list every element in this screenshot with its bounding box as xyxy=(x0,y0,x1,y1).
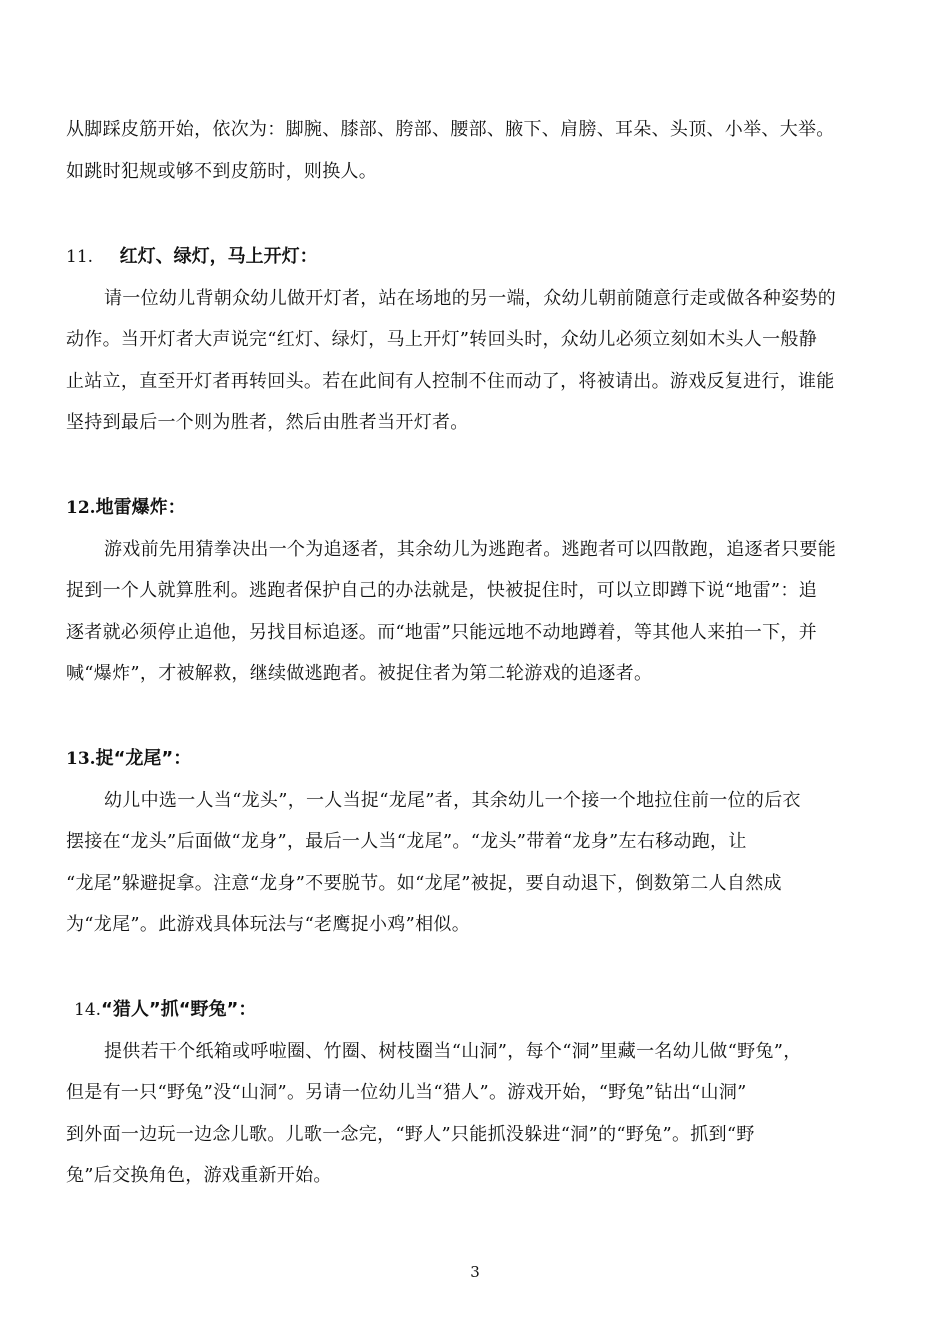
section-number: 14. xyxy=(74,1000,102,1020)
section-heading-12 xyxy=(66,495,186,521)
paragraph-line: 幼儿中选一人当“龙头”，一人当捉“龙尾”者，其余幼儿一个接一个地拉住前一位的后衣 xyxy=(104,790,801,811)
section-title: 捉“龙尾”： xyxy=(95,748,192,769)
page-number: 3 xyxy=(470,1263,480,1281)
paragraph-line: 摆接在“龙头”后面做“龙身”，最后一人当“龙尾”。“龙头”带着“龙身”左右移动跑，让 xyxy=(66,831,747,852)
paragraph-line: 喊“爆炸”，才被解救，继续做逃跑者。被捉住者为第二轮游戏的追逐者。 xyxy=(66,663,653,684)
paragraph-line: 动作。当开灯者大声说完“红灯、绿灯，马上开灯”转回头时，众幼儿必须立刻如木头人一般静 xyxy=(66,329,817,350)
section-number: 12. xyxy=(66,498,96,518)
paragraph-line: 为“龙尾”。此游戏具体玩法与“老鹰捉小鸡”相似。 xyxy=(66,914,471,935)
paragraph-line: 从脚踩皮筋开始，依次为：脚腕、膝部、胯部、腰部、腋下、肩膀、耳朵、头顶、小举、大举。 xyxy=(66,119,835,140)
section-title: 红灯、绿灯，马上开灯： xyxy=(119,246,318,267)
paragraph-line: 请一位幼儿背朝众幼儿做开灯者，站在场地的另一端，众幼儿朝前随意行走或做各种姿势的 xyxy=(104,288,836,309)
paragraph-line: 如跳时犯规或够不到皮筋时，则换人。 xyxy=(66,161,378,182)
section-number: 11. xyxy=(66,247,94,267)
paragraph-line: 游戏前先用猜拳决出一个为追逐者，其余幼儿为逃跑者。逃跑者可以四散跑，追逐者只要能 xyxy=(104,539,836,560)
section-heading-11 xyxy=(66,244,318,270)
paragraph-line: 提供若干个纸箱或呼啦圈、竹圈、树枝圈当“山洞”，每个“洞”里藏一名幼儿做“野兔”， xyxy=(104,1041,802,1062)
paragraph-line: 坚持到最后一个则为胜者，然后由胜者当开灯者。 xyxy=(66,412,469,433)
section-title: 地雷爆炸： xyxy=(95,497,186,518)
paragraph-line: 止站立，直至开灯者再转回头。若在此间有人控制不住而动了，将被请出。游戏反复进行，谁能 xyxy=(66,371,835,392)
section-number: 13. xyxy=(66,749,96,769)
paragraph-line: 逐者就必须停止追他，另找目标追逐。而“地雷”只能远地不动地蹲着，等其他人来拍一下，并 xyxy=(66,622,817,643)
section-title: “猎人”抓“野兔”： xyxy=(101,999,257,1020)
paragraph-line: 但是有一只“野兔”没“山洞”。另请一位幼儿当“猎人”。游戏开始，“野兔”钻出“山洞” xyxy=(66,1082,747,1103)
paragraph-line: 到外面一边玩一边念儿歌。儿歌一念完，“野人”只能抓没躲进“洞”的“野兔”。抓到“野 xyxy=(66,1124,755,1145)
paragraph-line: 捉到一个人就算胜利。逃跑者保护自己的办法就是，快被捉住时，可以立即蹲下说“地雷”：追 xyxy=(66,580,817,601)
section-heading-14 xyxy=(74,997,256,1023)
paragraph-line: 兔”后交换角色，游戏重新开始。 xyxy=(66,1165,332,1186)
paragraph-line: “龙尾”躲避捉拿。注意“龙身”不要脱节。如“龙尾”被捉，要自动退下，倒数第二人自然成 xyxy=(66,873,782,894)
section-heading-13 xyxy=(66,746,191,772)
